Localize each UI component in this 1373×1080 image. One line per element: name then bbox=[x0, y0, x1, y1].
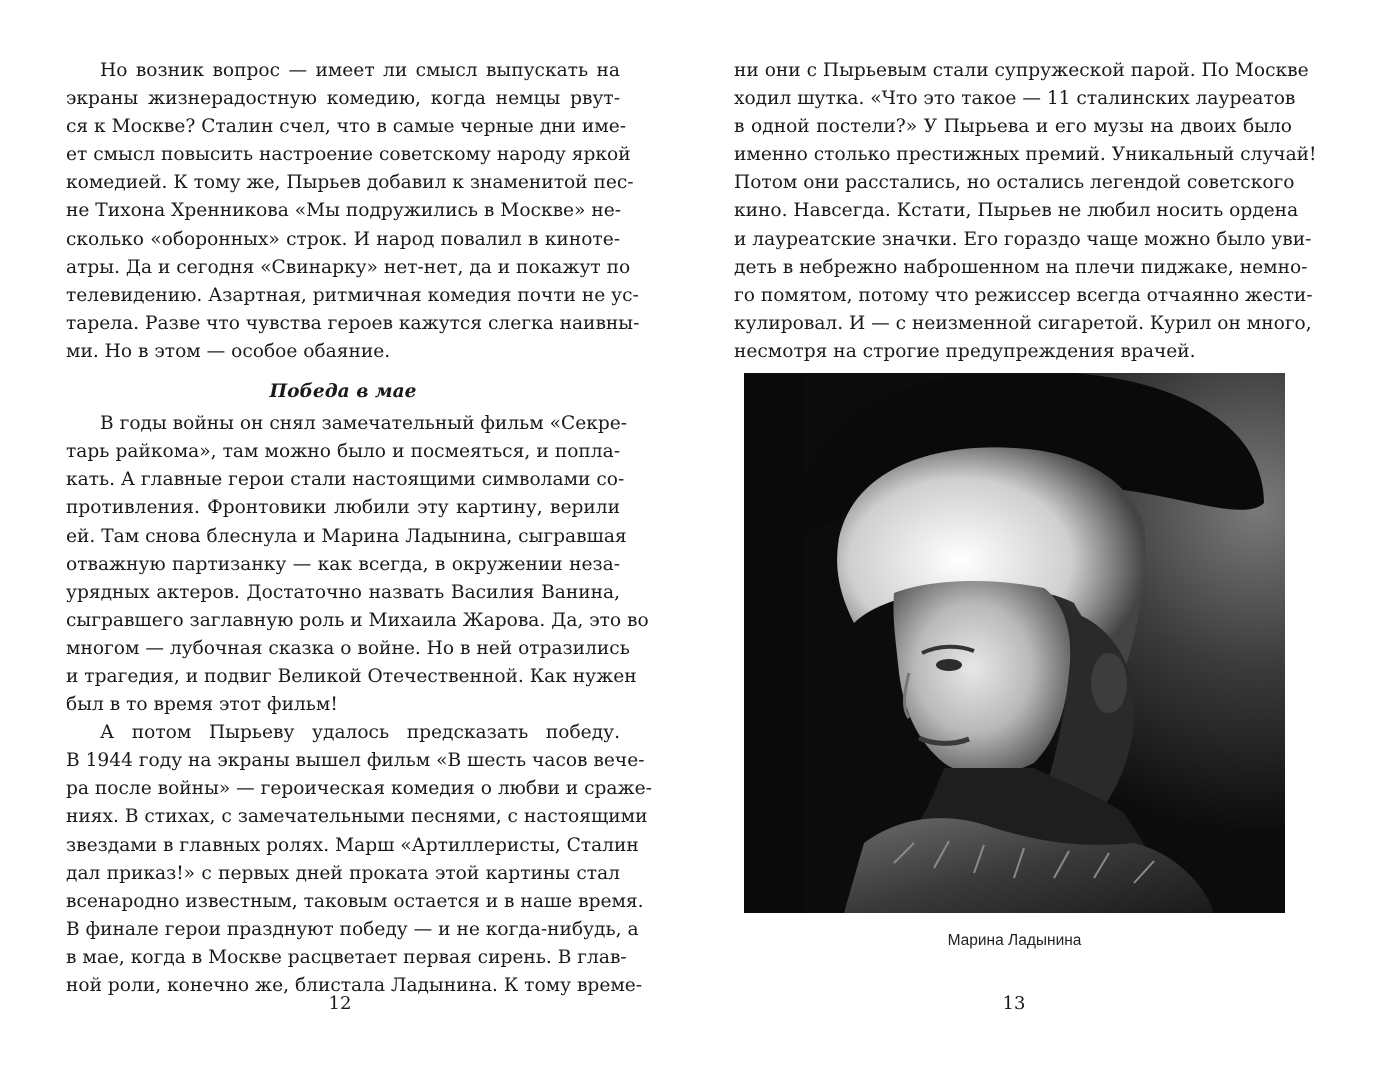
text-line: Но возник вопрос — имеет ли смысл выпускать на bbox=[100, 60, 620, 81]
text-line: несмотря на строгие предупреждения врачей. bbox=[734, 340, 1196, 362]
left-text-block bbox=[66, 57, 652, 1000]
text-line: го помятом, потому что режиссер всегда отчаянно жести- bbox=[734, 284, 1313, 306]
left-page bbox=[0, 0, 686, 1080]
text-line: кино. Навсегда. Кстати, Пырьев не любил носить ордена bbox=[734, 200, 1299, 222]
text-line: звездами в главных ролях. Марш «Артиллеристы, Сталин bbox=[66, 834, 639, 856]
page-number: 12 bbox=[328, 993, 352, 1014]
text-line: и лауреатские значки. Его гораздо чаще можно было уви- bbox=[734, 228, 1312, 250]
text-line: кулировал. И — с неизменной сигаретой. Курил он много, bbox=[734, 312, 1312, 334]
text-line: в одной постели?» У Пырьева и его музы на двоих было bbox=[734, 116, 1292, 138]
text-line: кать. А главные герои стали настоящими символами со- bbox=[66, 469, 625, 491]
text-line: А потом Пырьеву удалось предсказать победу. bbox=[100, 722, 620, 744]
text-line: не Тихона Хренникова «Мы подружились в Москве» не- bbox=[66, 200, 622, 222]
text-line: комедией. К тому же, Пырьев добавил к знаменитой пес- bbox=[66, 172, 634, 194]
text-line: ходил шутка. «Что это такое — 11 сталинских лауреатов bbox=[734, 88, 1296, 110]
text-line: Потом они расстались, но остались легендой советского bbox=[734, 172, 1295, 194]
text-line: ра после войны» — героическая комедия о любви и сраже- bbox=[66, 778, 652, 800]
text-line: многом — лубочная сказка о войне. Но в ней отразились bbox=[66, 637, 630, 659]
text-line: противления. Фронтовики любили эту картину, верили bbox=[66, 497, 620, 519]
text-line: экраны жизнерадостную комедию, когда немцы рвут- bbox=[66, 88, 620, 110]
text-line: был в то время этот фильм! bbox=[66, 694, 338, 716]
text-line: тарь райкома», там можно было и посмеяться, и попла- bbox=[66, 441, 620, 463]
page-number: 13 bbox=[1002, 993, 1026, 1014]
text-line: сыгравшего заглавную роль и Михаила Жарова. Да, это во bbox=[66, 609, 649, 631]
paragraph bbox=[66, 57, 640, 366]
text-line: дал приказ!» с первых дней проката этой картины стал bbox=[66, 862, 620, 884]
text-line: ниях. В стихах, с замечательными песнями, с настоящими bbox=[66, 806, 648, 828]
text-line: урядных актеров. Достаточно назвать Василия Ванина, bbox=[66, 581, 620, 603]
paragraph bbox=[734, 57, 1317, 366]
text-line: атры. Да и сегодня «Свинарку» нет-нет, да и покажут по bbox=[66, 256, 631, 278]
portrait-photo bbox=[744, 373, 1285, 913]
text-line: телевидению. Азартная, ритмичная комедия почти не ус- bbox=[66, 284, 639, 306]
text-line: именно столько престижных премий. Уникальный случай! bbox=[734, 144, 1317, 166]
paragraph bbox=[66, 719, 652, 1000]
text-line: сколько «оборонных» строк. И народ повалил в кинотe- bbox=[66, 228, 620, 250]
text-line: ной роли, конечно же, блистала Ладынина. К тому време- bbox=[66, 975, 643, 996]
text-line: деть в небрежно наброшенном на плечи пиджаке, немно- bbox=[734, 256, 1308, 278]
right-page bbox=[686, 0, 1373, 1080]
photo-caption: Марина Ладынина bbox=[947, 932, 1082, 949]
text-line: тарела. Разве что чувства героев кажутся слегка наивны- bbox=[66, 312, 640, 334]
portrait-illustration bbox=[744, 373, 1285, 913]
text-line: ся к Москве? Сталин счел, что в самые черные дни име- bbox=[66, 116, 626, 138]
text-line: В годы войны он снял замечательный фильм «Секре- bbox=[100, 413, 628, 435]
text-line: отважную партизанку — как всегда, в окружении неза- bbox=[66, 553, 620, 575]
text-line: ми. Но в этом — особое обаяние. bbox=[66, 340, 391, 362]
text-line: и трагедия, и подвиг Великой Отечественной. Как нужен bbox=[66, 665, 637, 687]
text-line: В финале герои празднуют победу — и не когда-нибудь, а bbox=[66, 918, 639, 940]
text-line: всенародно известным, таковым остается и в наше время. bbox=[66, 890, 644, 912]
section-heading: Победа в мае bbox=[269, 381, 417, 403]
right-text-block bbox=[734, 57, 1317, 366]
text-line: в мае, когда в Москве расцветает первая сирень. В глав- bbox=[66, 946, 627, 968]
text-line: ет смысл повысить настроение советскому народу яркой bbox=[66, 144, 631, 166]
text-line: ей. Там снова блеснула и Марина Ладынина, сыгравшая bbox=[66, 525, 627, 547]
text-line: В 1944 году на экраны вышел фильм «В шесть часов вече- bbox=[66, 750, 645, 772]
paragraph bbox=[66, 410, 649, 719]
text-line: ни они с Пырьевым стали супружеской парой. По Москве bbox=[734, 60, 1309, 81]
